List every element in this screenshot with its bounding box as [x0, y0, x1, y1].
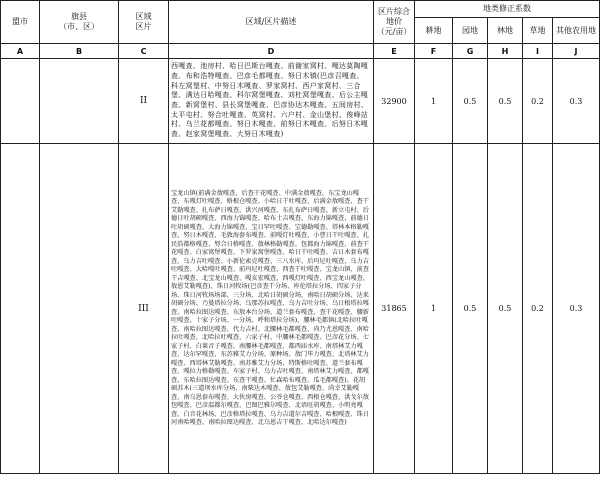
column-letter: F [415, 44, 453, 59]
league-city-cell [1, 144, 40, 474]
header-other-agricultural: 其他农用地 [553, 18, 600, 44]
league-city-cell [1, 59, 40, 144]
forest-coefficient: 0.5 [488, 144, 523, 474]
column-letter: C [119, 44, 169, 59]
table-row [1, 144, 600, 474]
column-letter: D [169, 44, 374, 59]
column-letter: I [523, 44, 553, 59]
grass-coefficient: 0.2 [523, 144, 553, 474]
other-agricultural-coefficient: 0.3 [553, 59, 600, 144]
header-league-city: 盟市 [1, 1, 40, 44]
header-garden: 园地 [453, 18, 488, 44]
zone-cell: II [119, 59, 169, 144]
banner-county-cell [40, 59, 119, 144]
header-forest: 林地 [488, 18, 523, 44]
zone-cell: III [119, 144, 169, 474]
column-letter: H [488, 44, 523, 59]
header-banner-county: 旗县 （市、区） [40, 1, 119, 44]
banner-county-cell [40, 144, 119, 474]
column-letter: G [453, 44, 488, 59]
forest-coefficient: 0.5 [488, 59, 523, 144]
farmland-coefficient: 1 [415, 144, 453, 474]
header-grass: 草地 [523, 18, 553, 44]
other-agricultural-coefficient: 0.3 [553, 144, 600, 474]
column-letter: A [1, 44, 40, 59]
header-coefficient-group: 地类修正系数 [415, 1, 600, 18]
zone-description: 西嘎查、池房村、哈日巴斯台嘎查、前谢家窝村、嘎达莫陶嘎查、布和浩特嘎查、巴彦毛都嘎查、努日木镇(巴彦召嘎查、科左窝堡村、中努日木嘎查、罗家窝村、西户家窝村、三合堡、满达日哈嘎查、科尔窝堡嘎查、刘杜窝堡嘎查、后公主嘎查、新窝堡村、县长窝堡嘎查、巴彦协达木嘎查、五间房村、太平屯村、努合吐嘎查、英窝村、六户村、金山堡村、俊峰站村、乌兰花都嘎查、努日木嘎查、前努日木嘎查、后努日木嘎查、赵家窝堡嘎查、大努日木嘎查) [169, 59, 374, 144]
column-letter: J [553, 44, 600, 59]
garden-coefficient: 0.5 [453, 144, 488, 474]
price-cell: 32900 [374, 59, 415, 144]
price-cell: 31865 [374, 144, 415, 474]
column-letter: B [40, 44, 119, 59]
header-farmland: 耕地 [415, 18, 453, 44]
table-row [1, 59, 600, 144]
header-price: 区片综合 地价 （元/亩） [374, 1, 415, 44]
farmland-coefficient: 1 [415, 59, 453, 144]
header-description: 区域/区片描述 [169, 1, 374, 44]
grass-coefficient: 0.2 [523, 59, 553, 144]
zone-description: 宝龙山镇(前满金敖嘎查、后查干花嘎查、中满金敖嘎查、东宝龙山嘎查、东嘎灯吐嘎查、格根仓嘎查、小哈日干吐嘎查、后满金敖嘎查、查干艾勒嘎查、扎布萨日嘎查、洪兴河嘎查、东扎布萨日嘎查、新立屯村、后德日吐胡硕嘎查、西海力锦嘎查、哈布土吉嘎查、东海力锦嘎查、前德日吐胡硕嘎查、大海力锦嘎查、宝日罕吐嘎查、宝德勒嘎查、塔林本格勒嘎查、努日木嘎查、毛敦海套布嘎查、前嘎灯吐嘎查、小曹日干吐嘎查、扎民浩都格嘎查、努合日格嘎查、敖林格勒嘎查、包都海力锦嘎查、前查干花嘎查、白家窝堡嘎查、下罗家窝堡嘎查、哈日干吐嘎查、吉日木套布嘎查、乌力吉吐嘎查、小新伦索克嘎查、三八水库、后玛尼吐嘎查、乌力吉吐嘎查、大哈嘎吐嘎查、前玛尼吐嘎查、西查干吐嘎查、宝龙山镇、前查干吉嘎查、北宝龙山嘎查、嘎亥宏嘎查、西嘎灯吐嘎查、西宝龙山嘎查、敖恩艾勒嘎查)、珠日河牧场(巴彦查干分场、库伦塔拉分场、四家子分场、珠日河牧场场部、三分场、北哈日胡硕分场、南哈日胡硕分场、达来胡硕分场、乃曼塔拉分场、乌那苏拉嘎查、乌力吉吐分场、乌日根塔拉嘎查、南哈拉图达嘎查、东敖本台分场、道兰套布嘎查、查干花嘎查、腰新吐嘎查、十家子分场、一分场、呼和塔拉分场)、腰林毛都镇(北哈拉吐嘎查、南哈拉图达嘎查、代力吉村、北腰林毛都嘎查、尚乃尤恩嘎查、南哈拉吐嘎查、北哈拉吐嘎查、六家子村、中腰林毛都嘎查、巴彦花分场、七家子村、白莱音子嘎查、南腰林毛都嘎查、都西庙水库、南塔林艾力嘎查、达尔罕嘎查、东苏雅艾力分场、原种场、敖门毕力嘎查、北塔林艾力嘎查、西塔林艾勒嘎查、南苏雅艾力分场、特斯格吐嘎查、道兰套布嘎查、嘎拉力格勒嘎查、车家子村、乌力吉吐嘎查、南塔林艾力嘎查、都嘎查、东哈拉图达嘎查、东查干嘎查、忙森哈布嘎查、瓜毛都嘎查)、花胡硕苏木(三道坝水库分场、南柴达木嘎查、敖包艾勒嘎查、尚幸艾勒嘎查、南乌恩套布嘎查、大伙房嘎查、公爷仓嘎查、西根仓嘎查、洪戈尔敖包嘎查、巴彦温都尔嘎查、巴图巴雅尔嘎查、北语旺胡嘎查、小明亮嘎查、白音花林场、巴彦格塔拉嘎查、乌力吉道尔吉嘎查、哈根嘎查、珠日河南哈嘎查、南哈拉图达嘎查、北乌恩吉干嘎查、北哈达尔嘎查) [169, 144, 374, 474]
header-zone: 区域 区片 [119, 1, 169, 44]
column-letter: E [374, 44, 415, 59]
garden-coefficient: 0.5 [453, 59, 488, 144]
